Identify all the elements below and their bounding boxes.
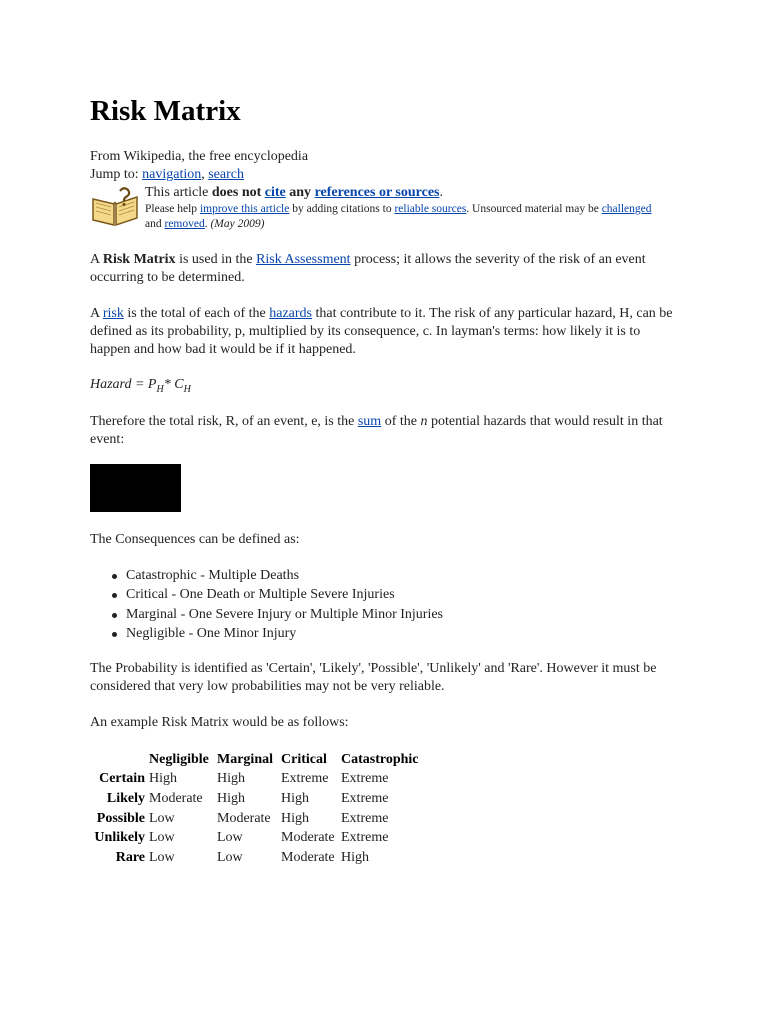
navigation-link[interactable]: navigation (142, 167, 202, 182)
table-cell: Low (217, 849, 243, 865)
row-header: Rare (115, 849, 145, 865)
table-cell: Extreme (341, 810, 389, 826)
table-row (90, 828, 426, 848)
formula-mid: * C (163, 377, 184, 392)
notice-date: (May 2009) (210, 218, 265, 230)
risk-assessment-link[interactable]: Risk Assessment (256, 252, 351, 267)
total-risk-text-a: Therefore the total risk, R, of an event, e, is the (90, 414, 358, 429)
column-header: Negligible (149, 751, 209, 767)
table-cell: Low (149, 849, 175, 865)
table-cell: High (341, 849, 369, 865)
table-row (90, 848, 426, 868)
risk-matrix-table (90, 750, 426, 868)
row-header: Unlikely (94, 830, 145, 846)
table-cell: Extreme (341, 790, 389, 806)
table-cell: High (281, 790, 309, 806)
references-link[interactable]: references or sources (314, 185, 440, 200)
column-header: Catastrophic (341, 751, 419, 767)
table-cell: Moderate (281, 849, 335, 865)
bullet-icon (112, 593, 117, 598)
notice-text-bold: does not (211, 185, 265, 200)
help-text-2: by adding citations to (289, 203, 395, 215)
table-cell: Moderate (217, 810, 271, 826)
jump-separator: , (201, 167, 209, 182)
table-cell: Extreme (341, 771, 389, 787)
sum-link[interactable]: sum (357, 414, 382, 429)
consequences-intro: The Consequences can be defined as: (90, 532, 300, 547)
risk-def-text-b: is the total of each of the (123, 306, 270, 321)
consequences-list (90, 567, 443, 644)
consequence-text: Marginal - One Severe Injury or Multiple Minor Injuries (126, 606, 444, 622)
table-row (90, 789, 426, 809)
help-text-5: . (204, 218, 211, 230)
table-cell: Low (217, 830, 243, 846)
jump-to-links (90, 166, 244, 184)
example-intro: An example Risk Matrix would be as follows: (90, 715, 349, 730)
open-book-question-icon (90, 187, 140, 229)
consequence-text: Negligible - One Minor Injury (126, 625, 297, 641)
consequence-text: Catastrophic - Multiple Deaths (126, 568, 300, 583)
table-row (90, 770, 426, 790)
list-item (90, 567, 443, 586)
list-item (90, 586, 443, 605)
improve-article-link[interactable]: improve this article (199, 203, 290, 215)
sum-formula-image (90, 464, 181, 512)
column-header: Critical (281, 751, 327, 767)
hazard-formula (90, 376, 191, 399)
removed-link[interactable]: removed (164, 218, 205, 230)
table-cell: High (217, 771, 245, 787)
formula-sub-2: H (183, 383, 191, 395)
table-cell: High (217, 790, 245, 806)
table-cell: High (281, 810, 309, 826)
notice-text-any: any (285, 185, 315, 200)
intro-term: Risk Matrix (102, 252, 176, 267)
help-text-3: . Unsourced material may be (466, 203, 602, 215)
risk-definition-paragraph (90, 305, 680, 359)
hazards-link[interactable]: hazards (269, 306, 313, 321)
formula-sub-1: H (156, 383, 164, 395)
intro-text-c: process; it allows the severity of the risk of an event occurring to be determined. (90, 252, 646, 285)
table-cell: Low (149, 810, 175, 826)
row-header: Certain (99, 771, 145, 787)
notice-text-1: This article (145, 185, 212, 200)
intro-text-a: A (90, 252, 103, 267)
list-item (90, 625, 443, 644)
bullet-icon (112, 632, 117, 637)
table-cell: Moderate (281, 830, 335, 846)
risk-def-text-c: that contribute to it. The risk of any particular hazard, H, can be defined as its probability, p, multiplied by its consequence, c. In layman's terms: how likely it is to happen and how bad it would be if it happened. (90, 306, 673, 357)
total-risk-text-c: potential hazards that would result in that event: (90, 414, 663, 447)
total-risk-text-b: of the (381, 414, 421, 429)
bullet-icon (112, 574, 117, 579)
page-title: Risk Matrix (90, 95, 241, 127)
consequence-text: Critical - One Death or Multiple Severe Injuries (126, 587, 395, 603)
table-cell: Extreme (341, 830, 389, 846)
intro-paragraph (90, 251, 680, 287)
total-risk-paragraph (90, 413, 680, 449)
reliable-sources-link[interactable]: reliable sources (394, 203, 467, 215)
help-text-4: and (145, 218, 165, 230)
table-row (90, 809, 426, 829)
risk-def-text-a: A (90, 306, 103, 321)
jump-to-label: Jump to: (90, 167, 143, 182)
site-subtitle: From Wikipedia, the free encyclopedia (90, 149, 309, 164)
notice-heading (145, 184, 443, 202)
challenged-link[interactable]: challenged (601, 203, 652, 215)
help-text-1: Please help (145, 203, 200, 215)
bullet-icon (112, 613, 117, 618)
table-cell: High (149, 771, 177, 787)
row-header: Possible (96, 810, 145, 826)
row-header: Likely (106, 790, 145, 806)
formula-lhs: Hazard = P (90, 377, 157, 392)
unreferenced-notice (90, 183, 670, 235)
total-risk-n: n (420, 414, 428, 429)
table-header-row (90, 750, 426, 770)
cite-link[interactable]: cite (264, 185, 286, 200)
table-cell: Extreme (281, 771, 329, 787)
table-cell: Low (149, 830, 175, 846)
table-cell: Moderate (149, 790, 203, 806)
column-header: Marginal (217, 751, 273, 767)
notice-help (145, 202, 670, 232)
notice-period: . (439, 185, 443, 200)
search-link[interactable]: search (208, 167, 244, 182)
risk-link[interactable]: risk (102, 306, 124, 321)
corner-cell (90, 750, 148, 770)
probability-paragraph: The Probability is identified as 'Certain', 'Likely', 'Possible', 'Unlikely' and 'Rare'. However it must be considered that very low probabilities may not be very reliable. (90, 661, 657, 694)
intro-text-b: is used in the (175, 252, 257, 267)
list-item (90, 606, 443, 625)
